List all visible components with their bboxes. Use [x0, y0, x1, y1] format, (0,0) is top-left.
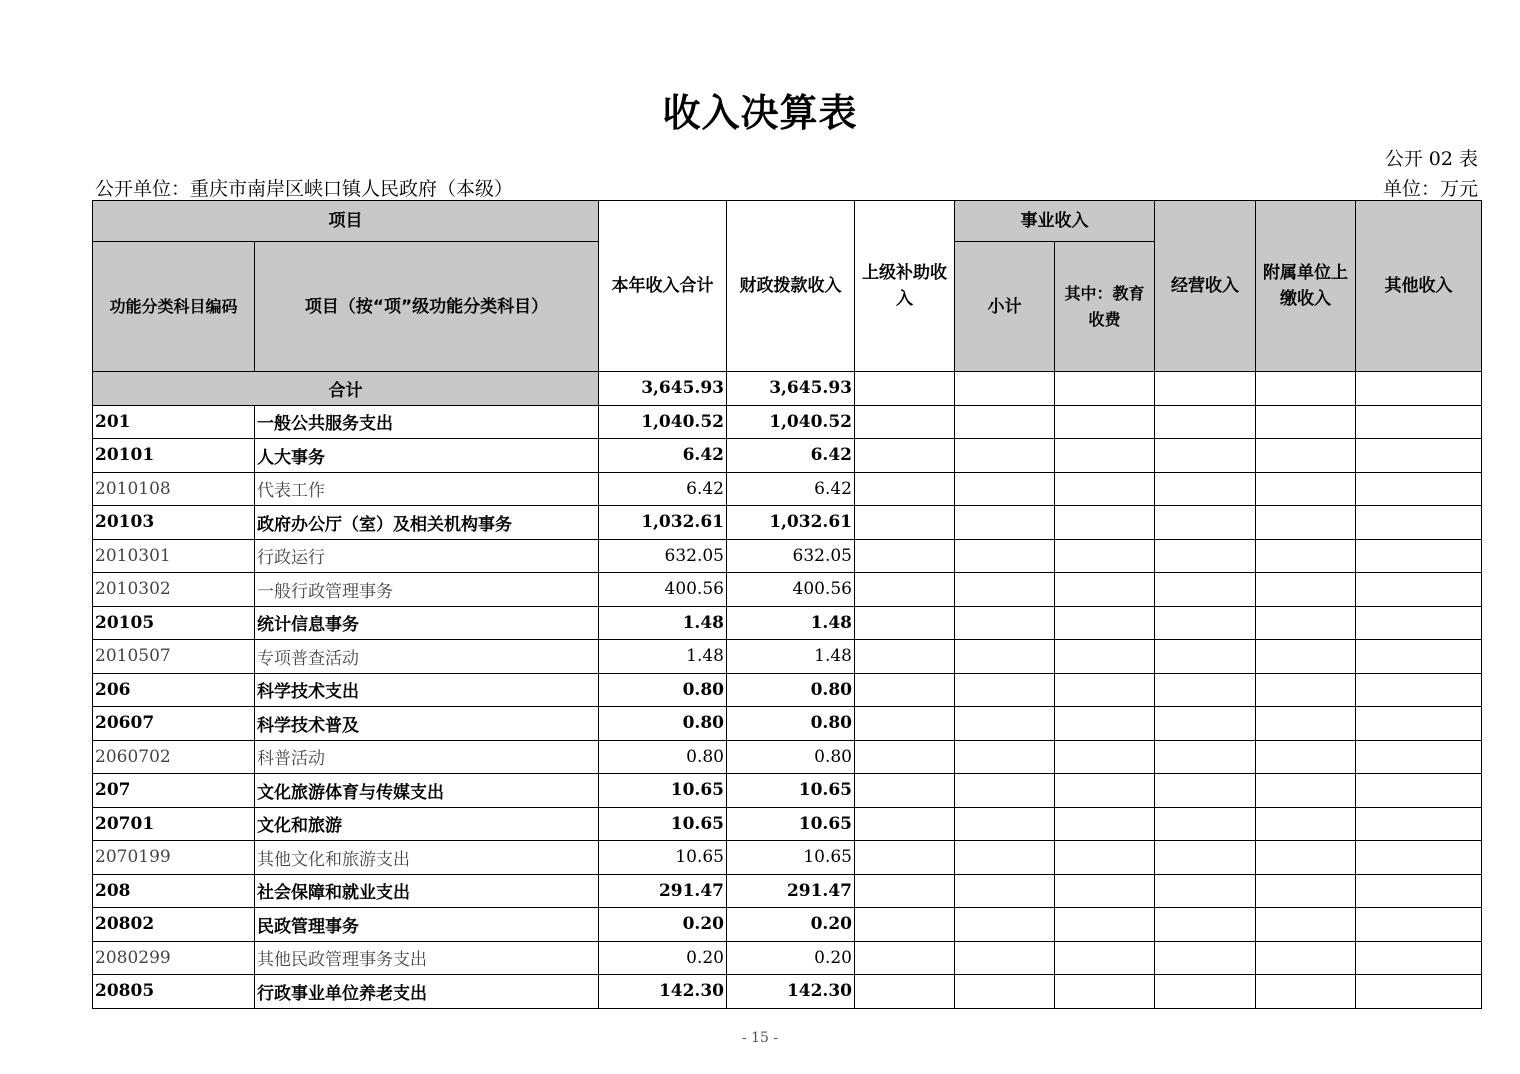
row-fiscal: 400.56: [727, 573, 855, 607]
row-total: 0.80: [599, 707, 727, 741]
empty-cell: [1055, 841, 1155, 875]
row-total: 400.56: [599, 573, 727, 607]
row-total: 10.65: [599, 841, 727, 875]
empty-cell: [1055, 640, 1155, 674]
currency-unit: 单位：万元: [1382, 178, 1478, 200]
table-row: [93, 774, 1482, 808]
empty-cell: [855, 372, 955, 406]
empty-cell: [1256, 740, 1356, 774]
header-other: 其他收入: [1356, 201, 1482, 372]
row-name: 科学技术普及: [255, 707, 599, 741]
row-fiscal: 291.47: [727, 874, 855, 908]
empty-cell: [855, 975, 955, 1009]
row-fiscal: 1.48: [727, 640, 855, 674]
empty-cell: [1055, 606, 1155, 640]
table-row: [93, 908, 1482, 942]
row-code: 208: [93, 874, 255, 908]
page-number: - 15 -: [741, 1030, 779, 1046]
row-name: 科学技术支出: [255, 673, 599, 707]
empty-cell: [1155, 506, 1256, 540]
empty-cell: [1055, 740, 1155, 774]
empty-cell: [1055, 539, 1155, 573]
row-total: 6.42: [599, 439, 727, 473]
row-fiscal: 1,032.61: [727, 506, 855, 540]
row-fiscal: 0.80: [727, 740, 855, 774]
empty-cell: [955, 975, 1055, 1009]
empty-cell: [1055, 707, 1155, 741]
empty-cell: [1356, 740, 1482, 774]
row-code: 2060702: [93, 740, 255, 774]
empty-cell: [1155, 606, 1256, 640]
empty-cell: [1055, 405, 1155, 439]
header-affiliate: 附属单位上缴收入: [1256, 201, 1356, 372]
table-row: [93, 439, 1482, 473]
total-amount: 3,645.93: [599, 372, 727, 406]
header-education: 其中：教育收费: [1055, 242, 1155, 372]
header-name: 项目（按“项”级功能分类科目）: [255, 242, 599, 372]
empty-cell: [1055, 941, 1155, 975]
empty-cell: [1155, 740, 1256, 774]
empty-cell: [855, 405, 955, 439]
empty-cell: [1155, 573, 1256, 607]
row-code: 20607: [93, 707, 255, 741]
empty-cell: [1256, 975, 1356, 1009]
empty-cell: [1055, 774, 1155, 808]
row-fiscal: 142.30: [727, 975, 855, 1009]
empty-cell: [1356, 539, 1482, 573]
empty-cell: [1356, 640, 1482, 674]
table-row: [93, 539, 1482, 573]
empty-cell: [955, 606, 1055, 640]
empty-cell: [1256, 673, 1356, 707]
empty-cell: [1356, 506, 1482, 540]
table-row: [93, 975, 1482, 1009]
row-name: 其他文化和旅游支出: [255, 841, 599, 875]
empty-cell: [855, 740, 955, 774]
row-total: 1.48: [599, 606, 727, 640]
empty-cell: [855, 472, 955, 506]
row-name: 代表工作: [255, 472, 599, 506]
row-name: 统计信息事务: [255, 606, 599, 640]
empty-cell: [1256, 807, 1356, 841]
empty-cell: [1155, 640, 1256, 674]
row-fiscal: 0.80: [727, 673, 855, 707]
row-fiscal: 6.42: [727, 472, 855, 506]
empty-cell: [855, 439, 955, 473]
row-code: 2010507: [93, 640, 255, 674]
empty-cell: [1155, 941, 1256, 975]
row-code: 206: [93, 673, 255, 707]
empty-cell: [1356, 472, 1482, 506]
row-fiscal: 1.48: [727, 606, 855, 640]
empty-cell: [955, 874, 1055, 908]
row-fiscal: 632.05: [727, 539, 855, 573]
row-code: 2010108: [93, 472, 255, 506]
total-row: [93, 372, 1482, 406]
empty-cell: [1155, 472, 1256, 506]
table-row: [93, 673, 1482, 707]
empty-cell: [855, 707, 955, 741]
row-name: 一般行政管理事务: [255, 573, 599, 607]
row-name: 科普活动: [255, 740, 599, 774]
empty-cell: [955, 640, 1055, 674]
row-code: 201: [93, 405, 255, 439]
row-total: 0.20: [599, 908, 727, 942]
row-code: 20101: [93, 439, 255, 473]
empty-cell: [855, 774, 955, 808]
table-row: [93, 472, 1482, 506]
empty-cell: [1155, 774, 1256, 808]
row-fiscal: 0.20: [727, 941, 855, 975]
row-name: 行政事业单位养老支出: [255, 975, 599, 1009]
table-row: [93, 606, 1482, 640]
row-code: 2080299: [93, 941, 255, 975]
empty-cell: [1256, 606, 1356, 640]
empty-cell: [1356, 908, 1482, 942]
row-total: 10.65: [599, 807, 727, 841]
empty-cell: [1155, 807, 1256, 841]
row-total: 0.80: [599, 740, 727, 774]
row-total: 0.20: [599, 941, 727, 975]
row-name: 人大事务: [255, 439, 599, 473]
row-total: 6.42: [599, 472, 727, 506]
empty-cell: [1055, 506, 1155, 540]
empty-cell: [1256, 874, 1356, 908]
row-name: 社会保障和就业支出: [255, 874, 599, 908]
row-total: 632.05: [599, 539, 727, 573]
empty-cell: [1155, 707, 1256, 741]
empty-cell: [1356, 774, 1482, 808]
page-title: 收入决算表: [662, 91, 858, 135]
row-name: 专项普查活动: [255, 640, 599, 674]
empty-cell: [1055, 439, 1155, 473]
empty-cell: [1055, 372, 1155, 406]
header-project: 项目: [93, 201, 599, 242]
table-row: [93, 405, 1482, 439]
empty-cell: [1256, 707, 1356, 741]
empty-cell: [955, 908, 1055, 942]
empty-cell: [1356, 807, 1482, 841]
row-total: 291.47: [599, 874, 727, 908]
empty-cell: [1256, 439, 1356, 473]
empty-cell: [955, 539, 1055, 573]
table-header: [93, 201, 1482, 372]
header-operating: 经营收入: [1155, 201, 1256, 372]
empty-cell: [955, 941, 1055, 975]
empty-cell: [1356, 707, 1482, 741]
empty-cell: [1155, 874, 1256, 908]
empty-cell: [1256, 941, 1356, 975]
empty-cell: [1055, 472, 1155, 506]
empty-cell: [1055, 807, 1155, 841]
empty-cell: [855, 539, 955, 573]
empty-cell: [855, 640, 955, 674]
empty-cell: [1256, 405, 1356, 439]
empty-cell: [1256, 774, 1356, 808]
empty-cell: [1256, 640, 1356, 674]
empty-cell: [955, 707, 1055, 741]
empty-cell: [955, 439, 1055, 473]
income-table: [92, 200, 1482, 1009]
total-label: 合计: [93, 372, 599, 406]
empty-cell: [1256, 506, 1356, 540]
empty-cell: [855, 807, 955, 841]
empty-cell: [1356, 673, 1482, 707]
row-code: 2010301: [93, 539, 255, 573]
empty-cell: [955, 774, 1055, 808]
table-row: [93, 740, 1482, 774]
row-code: 20103: [93, 506, 255, 540]
empty-cell: [1256, 573, 1356, 607]
table-row: [93, 841, 1482, 875]
empty-cell: [1055, 673, 1155, 707]
header-fiscal: 财政拨款收入: [727, 201, 855, 372]
empty-cell: [1356, 573, 1482, 607]
empty-cell: [1356, 439, 1482, 473]
empty-cell: [855, 841, 955, 875]
row-name: 民政管理事务: [255, 908, 599, 942]
row-total: 1.48: [599, 640, 727, 674]
empty-cell: [1356, 975, 1482, 1009]
empty-cell: [1256, 372, 1356, 406]
form-number: 公开 02 表: [1384, 148, 1478, 170]
row-name: 一般公共服务支出: [255, 405, 599, 439]
empty-cell: [1256, 908, 1356, 942]
row-code: 20701: [93, 807, 255, 841]
empty-cell: [1356, 874, 1482, 908]
row-name: 政府办公厅（室）及相关机构事务: [255, 506, 599, 540]
table-row: [93, 640, 1482, 674]
row-name: 其他民政管理事务支出: [255, 941, 599, 975]
empty-cell: [1356, 606, 1482, 640]
empty-cell: [1155, 975, 1256, 1009]
row-fiscal: 0.20: [727, 908, 855, 942]
table-body: [93, 372, 1482, 1009]
empty-cell: [1356, 372, 1482, 406]
row-name: 文化和旅游: [255, 807, 599, 841]
row-name: 文化旅游体育与传媒支出: [255, 774, 599, 808]
row-total: 1,040.52: [599, 405, 727, 439]
empty-cell: [855, 874, 955, 908]
empty-cell: [855, 673, 955, 707]
empty-cell: [855, 908, 955, 942]
header-superior: 上级补助收入: [855, 201, 955, 372]
row-fiscal: 1,040.52: [727, 405, 855, 439]
row-total: 0.80: [599, 673, 727, 707]
empty-cell: [955, 740, 1055, 774]
row-code: 207: [93, 774, 255, 808]
row-total: 10.65: [599, 774, 727, 808]
row-code: 20805: [93, 975, 255, 1009]
row-code: 20105: [93, 606, 255, 640]
header-subtotal: 小计: [955, 242, 1055, 372]
table-row: [93, 874, 1482, 908]
empty-cell: [955, 405, 1055, 439]
empty-cell: [1356, 841, 1482, 875]
empty-cell: [1356, 941, 1482, 975]
empty-cell: [855, 606, 955, 640]
empty-cell: [1155, 372, 1256, 406]
header-business: 事业收入: [955, 201, 1155, 242]
empty-cell: [1155, 405, 1256, 439]
empty-cell: [1256, 841, 1356, 875]
empty-cell: [955, 841, 1055, 875]
empty-cell: [1055, 908, 1155, 942]
empty-cell: [855, 573, 955, 607]
empty-cell: [1356, 405, 1482, 439]
empty-cell: [1155, 673, 1256, 707]
empty-cell: [955, 472, 1055, 506]
empty-cell: [1256, 539, 1356, 573]
table-row: [93, 573, 1482, 607]
row-code: 2010302: [93, 573, 255, 607]
empty-cell: [1155, 841, 1256, 875]
row-code: 2070199: [93, 841, 255, 875]
row-fiscal: 10.65: [727, 774, 855, 808]
table-row: [93, 807, 1482, 841]
table-row: [93, 506, 1482, 540]
empty-cell: [1055, 975, 1155, 1009]
row-fiscal: 6.42: [727, 439, 855, 473]
empty-cell: [855, 941, 955, 975]
row-code: 20802: [93, 908, 255, 942]
empty-cell: [1055, 874, 1155, 908]
row-fiscal: 0.80: [727, 707, 855, 741]
header-code: 功能分类科目编码: [93, 242, 255, 372]
empty-cell: [855, 506, 955, 540]
empty-cell: [1256, 472, 1356, 506]
table-row: [93, 941, 1482, 975]
empty-cell: [1055, 573, 1155, 607]
total-fiscal: 3,645.93: [727, 372, 855, 406]
row-total: 142.30: [599, 975, 727, 1009]
empty-cell: [955, 372, 1055, 406]
row-fiscal: 10.65: [727, 807, 855, 841]
row-fiscal: 10.65: [727, 841, 855, 875]
reporting-unit: 公开单位：重庆市南岸区峡口镇人民政府（本级）: [95, 178, 514, 200]
header-total: 本年收入合计: [599, 201, 727, 372]
table-row: [93, 707, 1482, 741]
empty-cell: [1155, 908, 1256, 942]
empty-cell: [955, 673, 1055, 707]
empty-cell: [955, 506, 1055, 540]
empty-cell: [955, 573, 1055, 607]
empty-cell: [1155, 539, 1256, 573]
empty-cell: [955, 807, 1055, 841]
row-total: 1,032.61: [599, 506, 727, 540]
row-name: 行政运行: [255, 539, 599, 573]
empty-cell: [1155, 439, 1256, 473]
